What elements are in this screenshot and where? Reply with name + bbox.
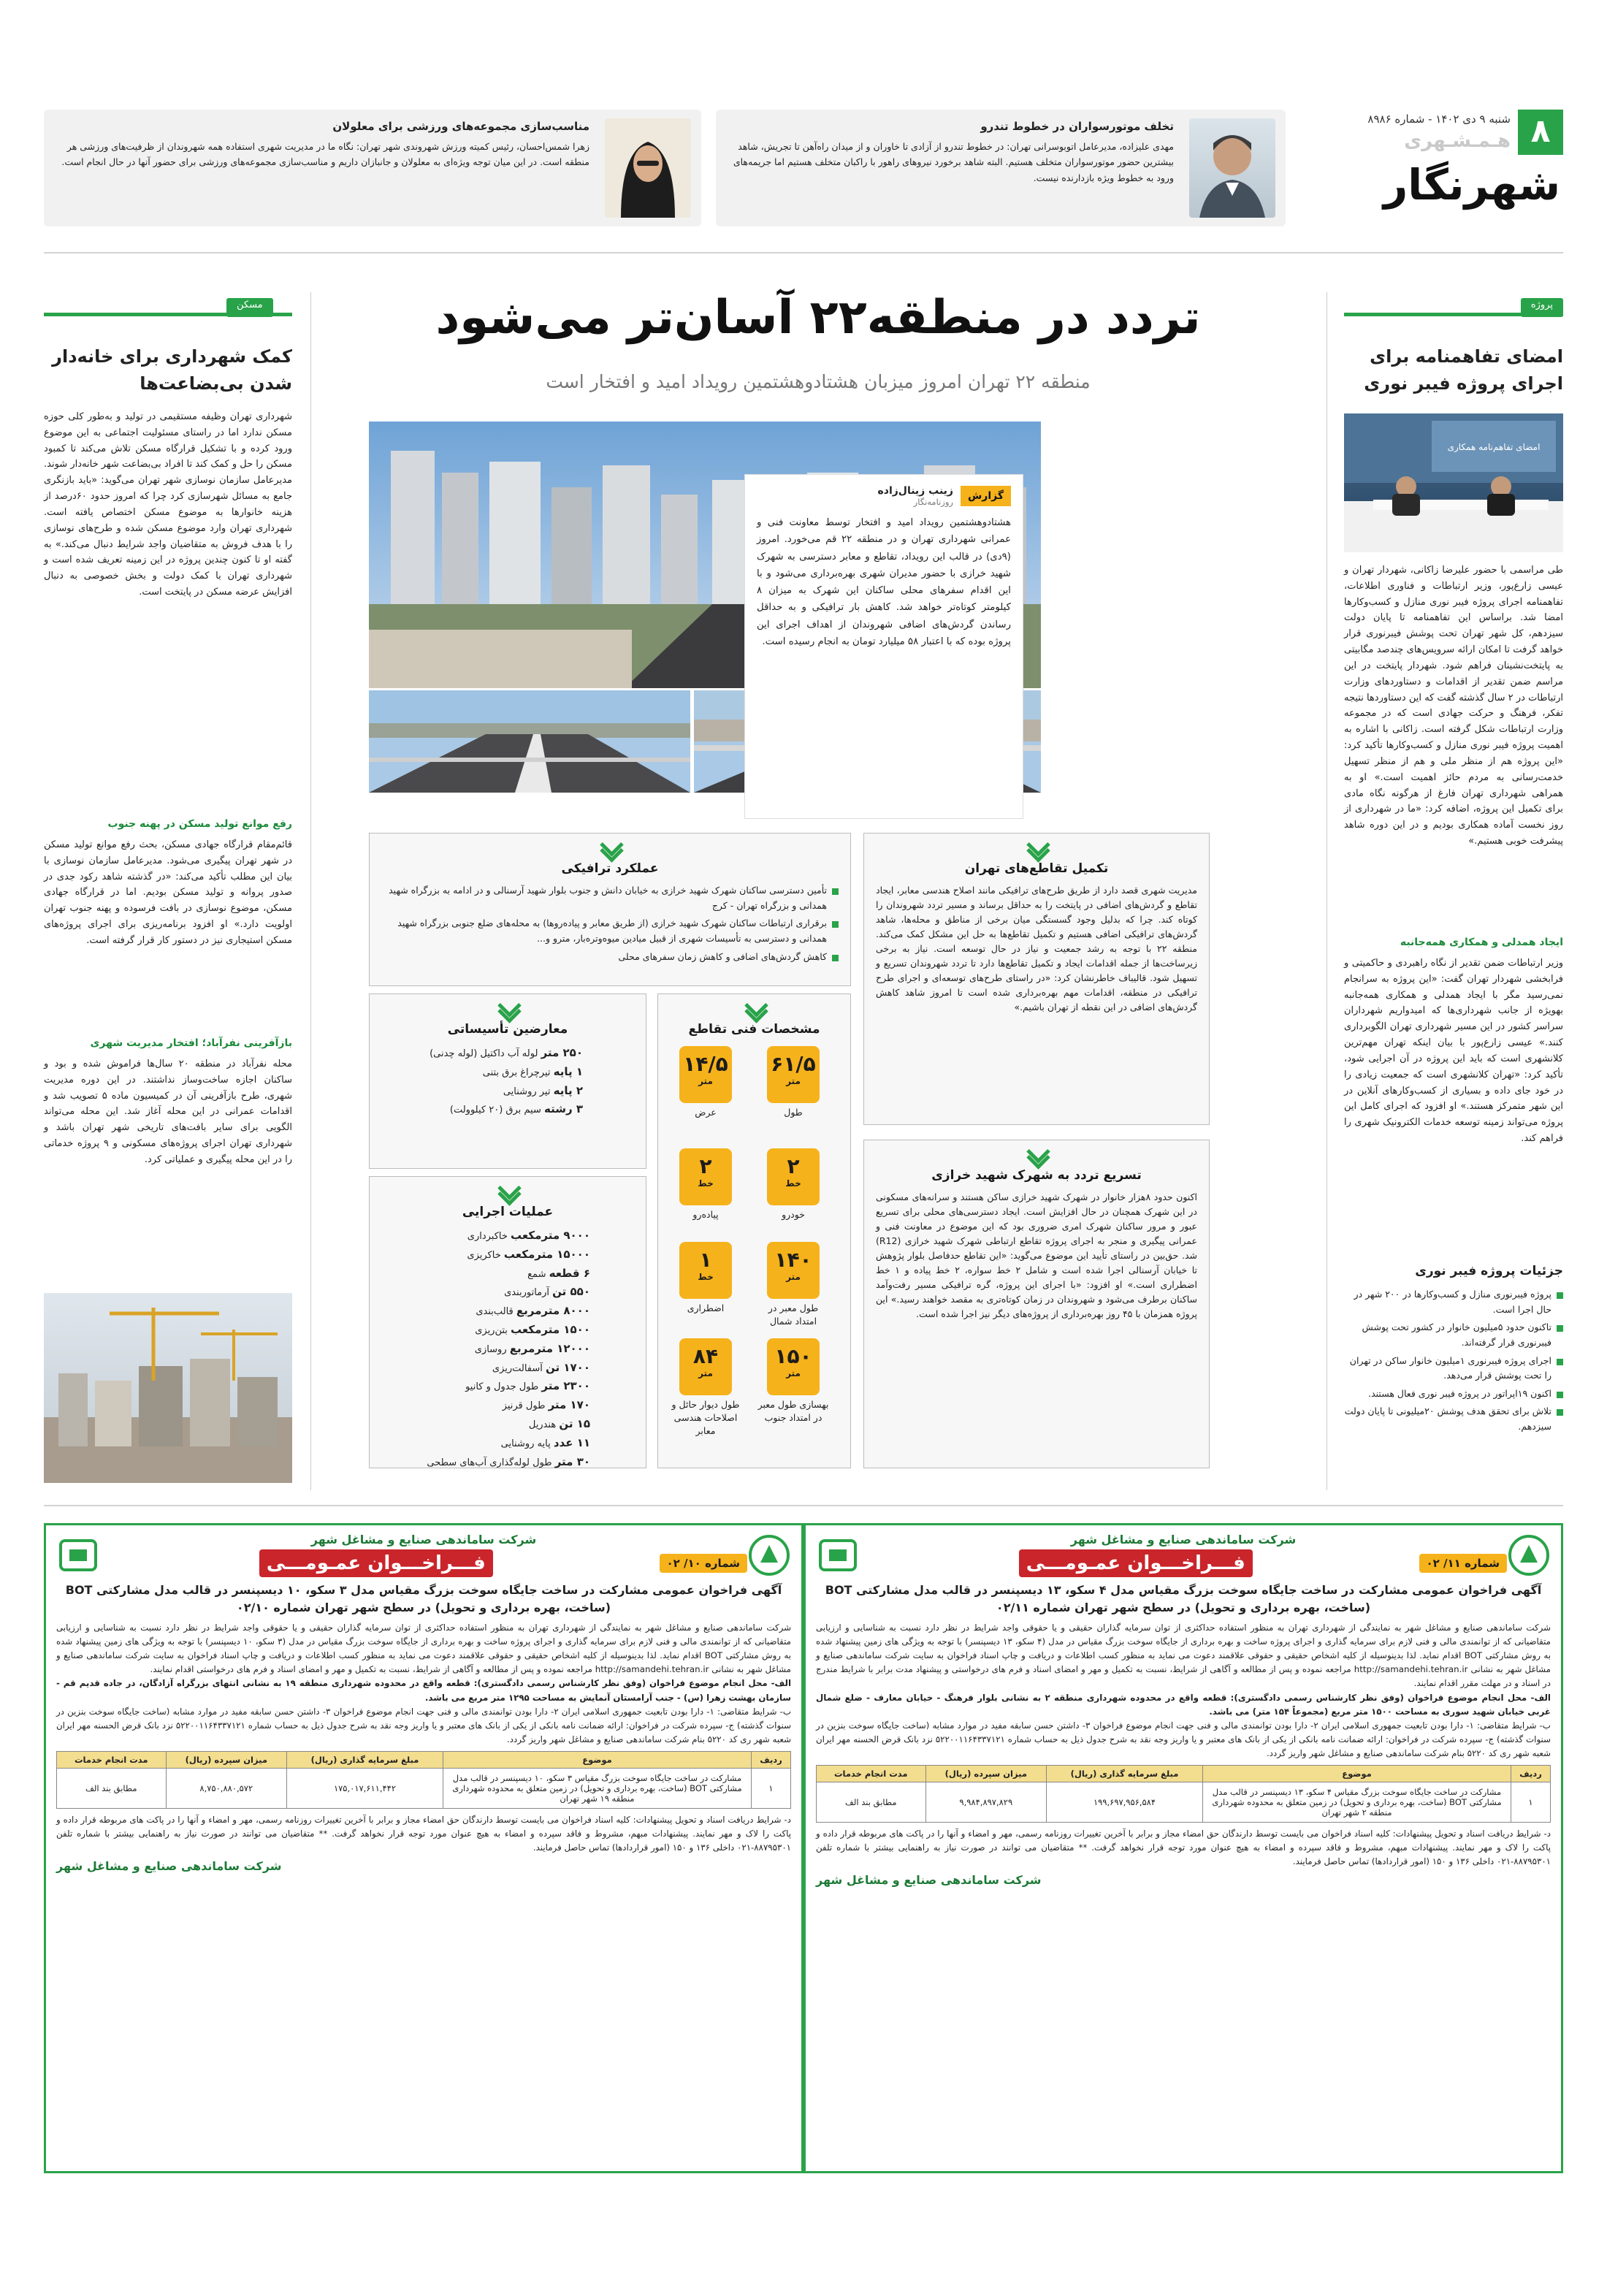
box-traffic bbox=[369, 833, 851, 986]
box-kharrazi bbox=[863, 1140, 1210, 1468]
spec-caption: طول معبر در امتداد شمال bbox=[768, 1303, 819, 1327]
list-item: ۲۳۰۰ متر طول جدول و کانیو bbox=[465, 1379, 590, 1393]
ad-table bbox=[816, 1765, 1551, 1823]
table-header: ردیف bbox=[752, 1751, 791, 1768]
box-utility-conflicts bbox=[369, 993, 646, 1169]
box-title: عملیات اجرایی bbox=[462, 1205, 554, 1219]
list-item: ۲ پایه تیر روشنایی bbox=[503, 1083, 583, 1097]
tehran-logo-icon bbox=[747, 1533, 791, 1577]
section-logo: شهرنگار bbox=[1383, 160, 1560, 210]
list-item: ۱ پایه تیرچراغ برق بتنی bbox=[482, 1064, 583, 1078]
section-tag-housing: مسکن bbox=[226, 298, 273, 317]
spec-tile: ۱۴/۵ متر bbox=[679, 1046, 732, 1103]
fiber-bullets bbox=[1344, 1287, 1563, 1438]
list-item: ۱۷۰ متر طول قرنیز bbox=[502, 1398, 590, 1412]
box-text: اکنون حدود ۸هزار خانوار در شهرک شهید خرازی ساکن هستند و سرانه‌های مسکونی در این شهرک همچنان در حال افزایش است. ایجاد دسترسی‌های محلی برای تسریع عبور و مرور ساکنان شهرک امری ضروری بود که این موضوع در معاونت فنی و عمرانی پیگیری و منجر به اجرای پروژه تقاطع ارتباطی شهرک شهید خرازی (R12) شد. حق‌بین در راستای تأیید این موضوع می‌گوید: «این تقاطع حدفاصل بلوار پژوهش تا خیابان آرسنالی اجرا شده است و شامل ۲ خط سواره، ۲ خط پیاده و ۱ خط اضطراری است.» او افزود: «با اجرای این پروژه، گره ترافیکی مسیر رفت‌وآمد ساکنان برطرف می‌شود و شهروندان در زمان کوتاه‌تری به مقصد خواهند رسید.» این پروژه همزمان با ۴۵ روز بهره‌برداری از پروژه‌های دیگر نیز اجرا شده است. bbox=[876, 1191, 1197, 1319]
spec-caption: پیاده‌رو bbox=[692, 1209, 719, 1220]
list-item: ۱۲۰۰۰ مترمربع روسازی bbox=[474, 1341, 590, 1355]
spec-caption: طول bbox=[784, 1107, 803, 1118]
teaser-title: تخلف موتورسواران در خطوط تندرو bbox=[980, 120, 1174, 133]
table-header: مبلغ سرمایه گذاری (ریال) bbox=[1047, 1766, 1203, 1782]
list-item: ۱۷۰۰ تن آسفالت‌ریزی bbox=[492, 1360, 590, 1374]
table-header: میزان سپرده (ریال) bbox=[925, 1766, 1047, 1782]
traffic-list bbox=[381, 883, 839, 964]
ad-conditions: ب- شرایط متقاضی: ۱- دارا بودن تابعیت جمهوری اسلامی ایران ۲- دارا بودن توانمندی مالی و فنی جهت انجام موضوع فراخوان ۳- داشتن حسن سابقه مفید در موارد مشابه (ساخت جایگاه سوخت بنزین در سنوات گذشته) ج- سپرده شرکت در فراخوان: ارائه ضمانت نامه بانکی از یکی از بانک های معتبر و یا واریز وجه نقد به شرح جدول ذیل به حساب شماره ۵۲۲۰۰۱۱۶۴۳۳۷۱۲۱ نزد بانک قرض الحسنه مهر ایران شعبه شهر ری کد ۵۲۲۰ بنام شرکت ساماندهی صنایع و مشاغل شهر واریز گردد. bbox=[56, 1706, 792, 1744]
right-body: طی مراسمی با حضور علیرضا زاکانی، شهردار تهران و عیسی زارع‌پور، وزیر ارتباطات و فناوری اطلاعات، تفاهمنامه اجرای پروژه فیبر نوری منازل و کسب‌وکارها امضا شد. براساس این تفاهمنامه تا پایان دولت سیزدهم، کل شهر تهران تحت پوشش فیبرنوری قرار خواهد گرفت تا امکان ارائه سرویس‌های چندصد مگابیتی به پایتخت‌نشینان فراهم شود. شهردار پایتخت در این مراسم ضمن تقدیر از اقدامات و دستاوردهای وزارت ارتباطات در ۲ سال گذشته گفت که این دستاوردها نتیجه تفکر، فرهنگ و حرکت جهادی است که در مجموعه وزارت ارتباطات شکل گرفته است. زاکانی با اشاره به اهمیت پروژه فیبر نوری منازل و کسب‌وکارها تأکید کرد: «این پروژه هم از منظر ملی و هم از منظر تسهیل خدمت‌رسانی به مردم حائز اهمیت است.» او به همراهی شهرداری تهران فارغ از هرگونه نگاه مادی برای تکمیل این پروژه، اضافه کرد: «ما در شهرداری از روز نخست آماده همکاری بودیم و در این دوره شاهد پیشرفت خوبی هستیم.» bbox=[1344, 565, 1564, 847]
ad-title: آگهی فراخوان عمومی مشارکت در ساخت جایگاه سوخت بزرگ مقیاس مدل ۴ سکو، ۱۳ دیسپنسر در قالب مدل مشارکتی BOT (ساخت، بهره برداری و تحویل) در سطح شهر تهران شماره ۰۲/۱۱ bbox=[825, 1583, 1542, 1614]
spec-caption: خودرو bbox=[782, 1209, 805, 1220]
list-item: تأمین دسترسی ساکنان شهرک شهید خرازی به خیابان دانش و جنوب بلوار شهید آرسنالی و در ادامه به بزرگراه شهید همدانی و بزرگراه تهران - کرج bbox=[381, 883, 839, 913]
spec-caption: بهسازی طول معبر در امتداد جنوب bbox=[757, 1399, 829, 1424]
box-tehran-intersections bbox=[863, 833, 1210, 1125]
author-role: روزنامه‌نگار bbox=[913, 497, 953, 507]
supplement-name: هـمـشـهری bbox=[1404, 130, 1511, 152]
ad-address: الف- محل انجام موضوع فراخوان (وفق نظر کارشناس رسمی دادگستری): قطعه واقع در محدوده شهرداری منطقه ۲ به نشانی بلوار فرهنگ - خیابان معارف - ضلع شمال غربی خیابان شهید سوری به مساحت ۱۵۰۰ متر مربع (مجموعاً ۱۵۴ متر) می باشد. bbox=[816, 1692, 1551, 1717]
left-body-2: قائم‌مقام قرارگاه جهادی مسکن، بحث رفع موانع تولید مسکن در شهر تهران پیگیری می‌شود. مدیرعامل سازمان نوسازی با بیان این مطلب تأکید می‌کند: «در گذشته شاهد رکود جدی در صدور پروانه و تولید مسکن بودیم. اما در قرارگاه جهادی مسکن، موضوع نوسازی در بافت فرسوده و پهنه جنوب تهران اولویت دارد.» او افزود برنامه‌ریزی برای اجرای پروژه‌های مسکن استیجاری نیز در دستور کار قرار گرفته است. bbox=[44, 839, 292, 946]
spec-caption: اضطراری bbox=[687, 1303, 725, 1313]
table-header: مبلغ سرمایه گذاری (ریال) bbox=[287, 1751, 443, 1768]
box-text: مدیریت شهری قصد دارد از طریق طرح‌های ترافیکی مانند اصلاح هندسی معابر، ایجاد تقاطع و گردش‌های اضافی در پایتخت را به حداقل برساند و مسیر تردد شهروندان را کوتاه کند. چرا که بدلیل وجود گسستگی میان برخی از مناطق و محله‌ها، شاهد گردش‌های ترافیکی اضافی هستیم و تکمیل تقاطع‌ها به حل این مشکل کمک می‌کند. منطقه ۲۲ با توجه به رشد جمعیت و نیاز در حال توسعه است. نیاز به برخی زیرساخت‌ها از جمله اقدامات ایجاد و تکمیل تقاطع‌ها دارد تا تردد شهروندان تسریع و تسهیل شود. قالیباف خاطرنشان کرد: «در راستای طرح‌های توسعه‌ای و اجرای طرح ترافیکی در منطقه، اقدامات مهم بهره‌برداری شده است تا امروز شاهد کاهش گردش‌های اضافی در این نقطه از تهران باشیم.» bbox=[876, 885, 1197, 1012]
box-title: معارضین تأسیساتی bbox=[447, 1022, 568, 1037]
teaser-motorcycle[interactable] bbox=[716, 110, 1286, 226]
list-item: ۵۵۰ تن آرماتوربندی bbox=[504, 1285, 590, 1299]
table-header: مدت انجام خدمات bbox=[57, 1751, 167, 1768]
issue-date: شنبه ۹ دی ۱۴۰۲ - شماره ۸۹۸۶ bbox=[1367, 112, 1511, 126]
company-logo-icon bbox=[816, 1533, 860, 1577]
ad-banner: فـــراخـــوان عمـومـــی bbox=[259, 1549, 493, 1577]
ad-number: شماره ۱۱/ ۰۲ bbox=[1419, 1554, 1507, 1573]
ad-address: الف- محل انجام موضوع فراخوان (وفق نظر کارشناس رسمی دادگستری): قطعه واقع در محدوده شهرداری منطقه ۱۹ به نشانی انتهای بزرگراه آزادگان، در جاده قدیم قم - سازمان بهشت زهرا (س) - جنب آرامستان آنمایش به مساحت ۱۲۹۵ متر مربع می باشد. bbox=[56, 1678, 791, 1703]
screen-caption: امضای تفاهم‌نامه همکاری bbox=[1447, 442, 1541, 452]
list-item: کاهش گردش‌های اضافی و کاهش زمان سفرهای محلی bbox=[381, 950, 839, 965]
chevron-down-icon bbox=[497, 1003, 519, 1019]
ad-signature: شرکت ساماندهی صنایع و مشاغل شهر bbox=[816, 1873, 1042, 1888]
ad-table bbox=[56, 1751, 791, 1809]
photo-road bbox=[369, 690, 690, 793]
right-body-2: وزیر ارتباطات ضمن تقدیر از نگاه راهبردی و حاکمیتی و فرابخشی شهردار تهران گفت: «این پروژه به سرانجام نمی‌رسید مگر با ایجاد همدلی و همکاری همه‌جانبه بهویژه از جانب شهرداری‌ها که امیدواریم شهرداران سراسر کشور در این مسیر شهرداری تهران الگوبرداری کنند.» عیسی زارع‌پور با بیان اینکه تهران مهم‌ترین کلانشهری است که باید این پروژه در آن اجرایی شود، تأکید کرد: «تهران کلانشهری است که جمعیت زیادی را در خود جای داده و بسیاری از کسب‌وکارهای آنلاین در این شهر متمرکز هستند.» او افزود که اجرای کامل این پروژه می‌تواند زمینه توسعه خدمات الکترونیک شهری را فراهم کند. bbox=[1344, 958, 1563, 1145]
list-item: ۱۵۰۰ مترمکعب بتن‌ریزی bbox=[475, 1322, 590, 1336]
ad-signature: شرکت ساماندهی صنایع و مشاغل شهر bbox=[56, 1859, 282, 1874]
box-title: تکمیل تقاطع‌های تهران bbox=[964, 861, 1109, 876]
conflicts-list bbox=[381, 1044, 634, 1119]
author-name: زینب زینال‌زاده bbox=[877, 485, 953, 497]
spec-tile: ۱ خط bbox=[679, 1242, 732, 1299]
right-subhead-1: ایجاد همدلی و همکاری همه‌جانبه bbox=[1400, 937, 1563, 948]
teaser-sports[interactable] bbox=[44, 110, 701, 226]
top-divider bbox=[44, 252, 1563, 253]
lead-text: هشتادوهشتمین رویداد امید و افتخار توسط معاونت فنی و عمرانی شهرداری تهران و در منطقه ۲۲ قم می‌خورد. امروز (۹دی) در قالب این رویداد، تقاطع و معابر دسترسی به شهرک شهید خرازی با حضور مدیران شهری بهره‌برداری می‌شود و با این اقدام سفرهای محلی ساکنان این شهرک به میزان ۸ کیلومتر کوتاه‌تر خواهد شد. کاهش بار ترافیکی و به حداقل رساندن گردش‌های اضافی شهروندان از اهداف اجرای این پروژه بوده که با اعتبار ۵۸ میلیارد تومان به انجام رسیده است. bbox=[757, 517, 1012, 647]
box-title: مشخصات فنی تقاطع bbox=[688, 1022, 820, 1037]
list-item: اجرای پروژه فیبرنوری ۱میلیون خانوار ساکن در تهران را تحت پوشش قرار می‌دهد. bbox=[1344, 1354, 1563, 1384]
list-item: ۱۱ عدد پایه روشنایی bbox=[500, 1435, 590, 1449]
table-header: ردیف bbox=[1511, 1766, 1551, 1782]
spec-tile: ۲ خط bbox=[679, 1148, 732, 1205]
spec-tile: ۶۱/۵ متر bbox=[767, 1046, 820, 1103]
ad-footer: د- شرایط دریافت اسناد و تحویل پیشنهادات: کلیه اسناد فراخوان می بایست توسط دارندگان حق امضاء مجاز و برابر با آخرین تغییرات روزنامه رسمی، مهر و امضاء و آنها را در پاکت های مربوطه قرار داده و پاکت را لاک و مهر نمایند. پیشنهادات مبهم، مشروط و فاقد سپرده و امضاء به هیچ عنوان مورد توجه قرار نخواهد گرفت. ** متقاضیان می توانند در صورت نیاز به راهنمایی بیشتر با شماره تلفن ۸۸۷۹۵۳۰۱-۰۲۱ داخلی ۱۳۶ و ۱۵۰ (امور قراردادها) تماس حاصل فرمایند. bbox=[56, 1814, 791, 1853]
chevron-down-icon bbox=[1026, 842, 1047, 858]
works-list bbox=[381, 1227, 634, 1471]
company-logo-icon bbox=[56, 1533, 100, 1577]
left-body-3: محله نفرآباد در منطقه ۲۰ سال‌ها فراموش شده و بود و ساکنان اجازه ساخت‌وساز نداشتند. در این دوره مدیریت شهری، طرح بازآفرینی آن در کمیسیون ماده ۵ تصویب شد و اقدامات عمرانی در این محله آغاز شد. این محله می‌تواند الگویی برای سایر بافت‌های تاریخی شهر تهران باشد و شهرداری تهران اجرای پروژه‌های مسکونی و ۹ پروژه خدماتی را در این محله پیگیری و عملیاتی کرد. bbox=[44, 1059, 292, 1165]
left-body: شهرداری تهران وظیفه مستقیمی در تولید و به‌طور کلی حوزه مسکن ندارد اما در راستای مسئولیت اجتماعی به این موضوع ورود کرده و با تشکیل قرارگاه مسکن تلاش می‌کند تا کمبود مسکن را حل و کمک کند تا افراد بی‌بضاعت شهر خانه‌دار شوند. مدیرعامل سازمان نوسازی شهر تهران می‌گوید: «باید بازنگری جامع به مسائل شهرسازی کرد چرا که امروز حدود ۶۰درصد از هزینه خانوارها به موضوع مسکن اختصاص یافته است. شهرداری تهران وارد موضوع مسکن شده و طرح‌های نوسازی را با هدف فروش به متقاضیان واجد شرایط دنبال می‌کند.» به گفته او تا کنون چندین پروژه در این زمینه تعریف شده است و شهرداری تهران با کمک دولت و بخش خصوصی به دنبال افزایش عرضه مسکن در پایتخت است. bbox=[44, 411, 292, 598]
spec-tile: ۸۴ متر bbox=[679, 1338, 732, 1395]
left-subhead-1: رفع موانع تولید مسکن در پهنه جنوب bbox=[107, 818, 292, 830]
list-item: ۶ قطعه شمع bbox=[527, 1266, 590, 1280]
list-item: ۹۰۰۰ مترمکعب خاکبرداری bbox=[467, 1229, 590, 1242]
spec-caption: طول دیوار حائل و اصلاحات هندسی معابر bbox=[671, 1399, 740, 1437]
masthead bbox=[1359, 110, 1563, 234]
list-item: تلاش برای تحقق هدف پوشش ۲۰میلیونی تا پایان دولت سیزدهم. bbox=[1344, 1404, 1563, 1434]
page-number: ۸ bbox=[1518, 110, 1563, 155]
teaser-title: مناسب‌سازی مجموعه‌های ورزشی برای معلولان bbox=[332, 120, 589, 133]
chevron-down-icon bbox=[497, 1186, 519, 1202]
right-title: امضای تفاهمنامه برای اجرای پروژه فیبر نوری bbox=[1364, 346, 1563, 394]
report-tag: گزارش bbox=[961, 486, 1011, 506]
list-item: ۳۰ متر طول لوله‌گذاری آب‌های سطحی bbox=[427, 1454, 590, 1468]
ad-banner: فـــراخـــوان عمـومـــی bbox=[1019, 1549, 1253, 1577]
left-title: کمک شهرداری برای خانه‌دار شدن بی‌بضاعت‌ها bbox=[52, 346, 292, 394]
ad-body: شرکت ساماندهی صنایع و مشاغل شهر به نمایندگی از شهرداری تهران به منظور استفاده حداکثری از توان سرمایه گذاران حقیقی و یا حقوقی واجد شرایط در نظر دارد نسبت به شناسایی و ارزیابی متقاضیانی که از توانمندی مالی و فنی لازم برای سرمایه گذاری و اجرای پروژه ساخت و بهره برداری از جایگاه سوخت بزرگ مقیاس در مدل (۳ سکو، ۱۰ دیسپنسر) با توجه به ویژگی های زمین پیشنهاد شده به روش مشارکتی BOT اقدام نماید. لذا بدینوسیله از کلیه اشخاص حقیقی و حقوقی علاقمند دعوت می نماید به منظور کسب اطلاعات و دریافت و چاپ اسناد فراخوان به سایت شرکت ساماندهی صنایع و مشاغل شهر به نشانی http://samandehi.tehran.ir مراجعه نموده و پس از مطالعه و آگاهی از شرایط، نسبت به تکمیل و مهر و امضای اسناد و فرم های درخواستی اقدام نمایند. bbox=[56, 1622, 791, 1675]
subhead: منطقه ۲۲ تهران امروز میزبان هشتادوهشتمین رویداد امید و افتخار است bbox=[546, 371, 1091, 392]
spec-tile: ۲ خط bbox=[767, 1148, 820, 1205]
box-title: عملکرد ترافیکی bbox=[561, 861, 659, 876]
ad-org: شرکت ساماندهی صنایع و مشاغل شهر bbox=[1070, 1533, 1297, 1546]
chevron-down-icon bbox=[599, 842, 621, 858]
teaser-portrait bbox=[605, 118, 691, 218]
list-item: ۳ رشته سیم برق (۲۰ کیلوولت) bbox=[449, 1102, 583, 1116]
ads-divider bbox=[44, 1505, 1563, 1506]
ad-number: شماره ۱۰/ ۰۲ bbox=[660, 1554, 747, 1573]
teaser-text: زهرا شمس‌احسان، رئیس کمیته ورزش شهروندی شهر تهران: نگاه ما در مدیریت شهری استفاده همه شهروندان از ظرفیت‌های ورزشی هر منطقه است. در این میان توجه ویژه‌ای به معلولان و جانبازان داریم و مناسب‌سازی مجموعه‌های ورزشی برای حضور آنها در حال انجام است. bbox=[61, 141, 589, 168]
ad-title: آگهی فراخوان عمومی مشارکت در ساخت جایگاه سوخت بزرگ مقیاس مدل ۳ سکو، ۱۰ دیسپنسر در قالب مدل مشارکتی BOT (ساخت، بهره برداری و تحویل) در سطح شهر تهران شماره ۰۲/۱۰ bbox=[65, 1583, 782, 1614]
report-card bbox=[745, 475, 1023, 818]
ad-conditions: ب- شرایط متقاضی: ۱- دارا بودن تابعیت جمهوری اسلامی ایران ۲- دارا بودن توانمندی مالی و فنی جهت انجام موضوع فراخوان ۳- داشتن حسن سابقه مفید در موارد مشابه (ساخت جایگاه سوخت بنزین در سنوات گذشته) ج- سپرده شرکت در فراخوان: ارائه ضمانت نامه بانکی از یکی از بانک های معتبر و یا واریز وجه نقد به شرح جدول ذیل به حساب شماره ۵۲۲۰۰۱۱۶۴۳۳۷۱۲۱ نزد بانک قرض الحسنه مهر ایران شعبه شهر ری کد ۵۲۲۰ بنام شرکت ساماندهی صنایع و مشاغل شهر واریز گردد. bbox=[816, 1720, 1551, 1758]
teaser-portrait bbox=[1189, 118, 1275, 218]
spec-tile: ۱۴۰ متر bbox=[767, 1242, 820, 1299]
chevron-down-icon bbox=[744, 1003, 766, 1019]
ad-call-0210 bbox=[44, 1523, 804, 2173]
list-item: ۱۵۰۰۰ مترمکعب خاکریزی bbox=[467, 1247, 590, 1261]
tehran-logo-icon bbox=[1507, 1533, 1551, 1577]
box-title: تسریع تردد به شهرک شهید خرازی bbox=[931, 1168, 1142, 1183]
right-subhead-2: جزئیات پروژه فیبر نوری bbox=[1415, 1264, 1563, 1278]
ad-org: شرکت ساماندهی صنایع و مشاغل شهر bbox=[310, 1533, 537, 1546]
ad-call-0211 bbox=[804, 1523, 1563, 2173]
table-header: میزان سپرده (ریال) bbox=[166, 1751, 287, 1768]
spec-caption: عرض bbox=[695, 1107, 717, 1118]
list-item: ۲۵۰ متر لوله آب داکتیل (لوله چدنی) bbox=[430, 1046, 583, 1059]
table-header: موضوع bbox=[443, 1751, 751, 1768]
box-works bbox=[369, 1176, 646, 1468]
table-header: مدت انجام خدمات bbox=[817, 1766, 926, 1782]
table-row: ۱ مشارکت در ساخت جایگاه سوخت بزرگ مقیاس ۴ سکو، ۱۳ دیسپنسر در قالب مدل مشارکتی BOT (ساخت، بهره برداری و تحویل) در زمین متعلق به محدوده شهرداری منطقه ۲ شهر تهران ۱۹۹,۶۹۷,۹۵۶,۵۸۴ ۹,۹۸۴,۸۹۷,۸۲۹ مطابق بند الف bbox=[817, 1782, 1551, 1823]
table-row: ۱ مشارکت در ساخت جایگاه سوخت بزرگ مقیاس ۳ سکو، ۱۰ دیسپنسر در قالب مدل مشارکتی BOT (ساخت، بهره برداری و تحویل) در زمین متعلق به محدوده شهرداری منطقه ۱۹ شهر تهران ۱۷۵,۰۱۷,۶۱۱,۴۴۲ ۸,۷۵۰,۸۸۰,۵۷۲ مطابق بند الف bbox=[57, 1768, 791, 1808]
chevron-down-icon bbox=[1026, 1149, 1047, 1165]
list-item: پروژه فیبرنوری منازل و کسب‌وکارها در ۲۰۰ شهر در حال اجرا است. bbox=[1344, 1287, 1563, 1317]
list-item: ۸۰۰۰ مترمربع قالب‌بندی bbox=[476, 1304, 590, 1318]
ad-body: شرکت ساماندهی صنایع و مشاغل شهر به نمایندگی از شهرداری تهران به منظور استفاده حداکثری از توان سرمایه گذاران حقیقی و یا حقوقی واجد شرایط در نظر دارد نسبت به شناسایی و ارزیابی متقاضیانی که از توانمندی مالی و فنی لازم برای سرمایه گذاری و اجرای پروژه ساخت و بهره برداری از جایگاه سوخت بزرگ مقیاس در مدل (۴ سکو، ۱۳ دیسپنسر) با توجه به ویژگی های زمین پیشنهاد شده به روش مشارکتی BOT اقدام نماید. لذا بدینوسیله از کلیه اشخاص حقیقی و حقوقی علاقمند دعوت می نماید به منظور کسب اطلاعات و دریافت و چاپ اسناد فراخوان به سایت شرکت ساماندهی صنایع و مشاغل شهر به نشانی http://samandehi.tehran.ir مراجعه نموده و پس از مطالعه و آگاهی از شرایط، نسبت به تکمیل و مهر و امضای اسناد و فرم های درخواستی و پیشنهاد مدت برابر با شرایط مندرج در اسناد و در مهلت مقرر اقدام نمایند. bbox=[816, 1622, 1551, 1689]
section-tag-project: پروژه bbox=[1521, 298, 1563, 317]
teaser-text: مهدی علیزاده، مدیرعامل اتوبوسرانی تهران: در خطوط تندرو از آزادی تا خاوران و از میدان راه‌آهن تا تجریش، شاهد بیشترین حضور موتورسواران متخلف هستیم. البته شاهد برخورد نیروهای راهور با راکبان متخلف هستیم اما جریمه‌های ورود به خطوط ویژه بازدارنده نیست. bbox=[733, 141, 1174, 183]
ad-footer: د- شرایط دریافت اسناد و تحویل پیشنهادات: کلیه اسناد فراخوان می بایست توسط دارندگان حق امضاء مجاز و برابر با آخرین تغییرات روزنامه رسمی، مهر و امضاء و آنها را در پاکت های مربوطه قرار داده و پاکت را لاک و مهر نمایند. پیشنهادات مبهم، مشروط و فاقد سپرده و امضاء به هیچ عنوان مورد توجه قرار نخواهد گرفت. ** متقاضیان می توانند در صورت نیاز به راهنمایی بیشتر با شماره تلفن ۸۸۷۹۵۳۰۱-۰۲۱ داخلی ۱۳۶ و ۱۵۰ (امور قراردادها) تماس حاصل فرمایند. bbox=[816, 1828, 1551, 1867]
list-item: برقراری ارتباطات ساکنان شهرک شهید خرازی (از طریق معابر و پیاده‌روها) به محله‌های ضلع جنوبی بزرگراه شهید همدانی و دسترسی به تأسیسات شهری از قبیل میادین میوه‌وتره‌بار، مترو و... bbox=[381, 916, 839, 946]
construction-photo bbox=[44, 1293, 292, 1483]
table-header: موضوع bbox=[1202, 1766, 1511, 1782]
list-item: اکنون ۱۹اپراتور در پروژه فیبر نوری فعال هستند. bbox=[1344, 1387, 1563, 1402]
list-item: ۱۵ تن هندریل bbox=[528, 1416, 590, 1430]
list-item: تاکنون حدود ۵میلیون خانوار در کشور تحت پوشش فیبرنوری قرار گرفته‌اند. bbox=[1344, 1320, 1563, 1350]
signing-photo bbox=[1344, 413, 1563, 552]
headline: تردد در منطقه۲۲ آسان‌تر می‌شود bbox=[435, 291, 1201, 345]
left-subhead-2: بازآفرینی نفرآباد؛ افتخار مدیریت شهری bbox=[90, 1037, 292, 1049]
spec-tile: ۱۵۰ متر bbox=[767, 1338, 820, 1395]
column-divider bbox=[310, 292, 311, 1490]
